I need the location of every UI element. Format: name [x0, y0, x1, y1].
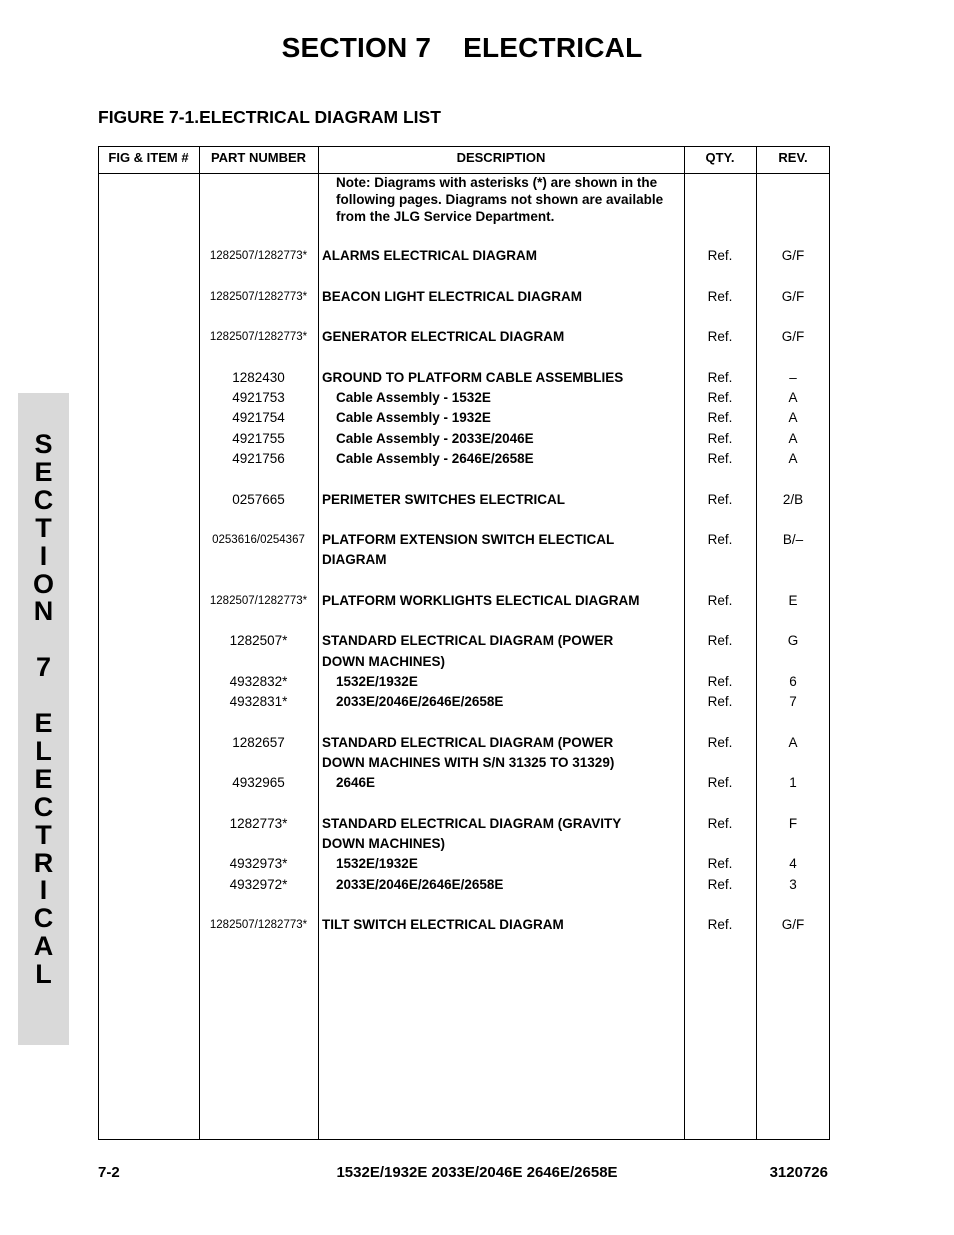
table-row	[98, 672, 830, 692]
qty-cell: Ref.	[707, 816, 733, 831]
qty-cell: Ref.	[707, 248, 733, 263]
table-row	[98, 591, 830, 611]
description-cell: 2033E/2046E/2646E/2658E	[336, 877, 504, 892]
side-tab-letter: C	[33, 791, 54, 822]
rev-cell: 3	[789, 877, 797, 892]
table-row	[98, 814, 830, 834]
qty-cell: Ref.	[707, 775, 733, 790]
description-cell: Cable Assembly - 1532E	[336, 390, 491, 405]
description-cell: 2033E/2046E/2646E/2658E	[336, 694, 504, 709]
side-tab-letter: S	[34, 429, 53, 459]
table-row	[98, 388, 830, 408]
description-cell: DOWN MACHINES WITH S/N 31325 TO 31329)	[322, 755, 615, 770]
part-number-cell: 4921754	[232, 410, 285, 425]
footer-doc-number: 3120726	[769, 1164, 828, 1181]
rev-cell: 7	[789, 694, 797, 709]
part-number-cell: 0253616/0254367	[212, 534, 305, 546]
rev-cell: G/F	[781, 289, 805, 304]
part-number-cell: 1282507/1282773*	[209, 331, 308, 343]
part-number-cell: 4921755	[232, 431, 285, 446]
table-row	[98, 429, 830, 449]
description-cell: PERIMETER SWITCHES ELECTRICAL	[322, 492, 566, 507]
description-cell: STANDARD ELECTRICAL DIAGRAM (GRAVITY	[322, 816, 622, 831]
section-side-tab	[18, 393, 69, 1045]
side-tab-letter: E	[34, 708, 53, 738]
section-title: SECTION 7 ELECTRICAL	[281, 32, 643, 63]
table-row	[98, 368, 830, 388]
qty-cell: Ref.	[707, 917, 733, 932]
side-tab-letter: 7	[35, 652, 52, 683]
table-row	[98, 915, 830, 935]
rev-cell: F	[788, 816, 798, 831]
qty-cell: Ref.	[707, 735, 733, 750]
rev-cell: A	[788, 390, 798, 405]
side-tab-letter: T	[35, 819, 52, 850]
rev-cell: B/–	[782, 532, 804, 547]
table-row	[98, 834, 830, 854]
rev-cell: G	[787, 633, 799, 648]
part-number-cell: 4932972*	[229, 877, 288, 892]
description-cell: GENERATOR ELECTRICAL DIAGRAM	[322, 329, 565, 344]
rev-cell: 4	[789, 856, 797, 871]
side-tab-letter: E	[34, 456, 53, 487]
qty-cell: Ref.	[707, 451, 733, 466]
qty-cell: Ref.	[707, 593, 733, 608]
side-tab-letter: T	[35, 512, 52, 543]
qty-cell: Ref.	[707, 532, 733, 547]
qty-cell: Ref.	[707, 289, 733, 304]
table-row	[98, 652, 830, 672]
description-cell: PLATFORM EXTENSION SWITCH ELECTICAL	[322, 532, 615, 547]
rev-cell: A	[788, 735, 798, 750]
table-row	[98, 490, 830, 510]
qty-cell: Ref.	[707, 633, 733, 648]
side-tab-letter: I	[39, 540, 48, 571]
part-number-cell: 0257665	[232, 492, 285, 507]
description-cell: GROUND TO PLATFORM CABLE ASSEMBLIES	[322, 370, 624, 385]
description-cell: DOWN MACHINES)	[322, 836, 445, 851]
footer-page-number: 7-2	[98, 1164, 120, 1181]
part-number-cell: 4932973*	[229, 856, 288, 871]
header-rev: REV.	[778, 150, 808, 165]
rev-cell: 6	[789, 674, 797, 689]
footer-models: 1532E/1932E 2033E/2046E 2646E/2658E	[336, 1164, 618, 1181]
description-cell: Cable Assembly - 2033E/2046E	[336, 431, 534, 446]
rev-cell: A	[788, 410, 798, 425]
side-tab-letter: C	[33, 903, 54, 934]
table-row	[98, 408, 830, 428]
side-tab-letter: R	[33, 847, 54, 878]
table-row	[98, 854, 830, 874]
side-tab-letter: L	[35, 735, 52, 766]
description-cell: 1532E/1932E	[336, 674, 418, 689]
part-number-cell: 1282507*	[229, 633, 288, 648]
rev-cell: G/F	[781, 917, 805, 932]
table-row	[98, 733, 830, 753]
part-number-cell: 1282430	[232, 370, 285, 385]
qty-cell: Ref.	[707, 431, 733, 446]
side-tab-letter: N	[33, 596, 54, 627]
part-number-cell: 1282507/1282773*	[209, 595, 308, 607]
rev-cell: G/F	[781, 248, 805, 263]
qty-cell: Ref.	[707, 390, 733, 405]
rev-cell: –	[789, 370, 797, 385]
table-row	[98, 875, 830, 895]
part-number-cell: 4932831*	[229, 694, 288, 709]
header-qty: QTY.	[705, 150, 735, 165]
header-fig-item: FIG & ITEM #	[108, 150, 189, 165]
qty-cell: Ref.	[707, 492, 733, 507]
table-note: Note: Diagrams with asterisks (*) are shown in the following pages. Diagrams not shown are available from the JLG Service Department.	[336, 175, 664, 224]
description-cell: Cable Assembly - 2646E/2658E	[336, 451, 534, 466]
figure-title: FIGURE 7-1.ELECTRICAL DIAGRAM LIST	[98, 107, 441, 127]
part-number-cell: 1282507/1282773*	[209, 250, 308, 262]
header-description: DESCRIPTION	[456, 150, 546, 165]
side-tab-letter: A	[33, 931, 54, 962]
description-cell: ALARMS ELECTRICAL DIAGRAM	[322, 248, 537, 263]
rev-cell: G/F	[781, 329, 805, 344]
part-number-cell: 4932965	[232, 775, 285, 790]
side-tab-letter: L	[35, 959, 52, 990]
side-tab-letter: E	[34, 763, 53, 794]
table-row	[98, 530, 830, 550]
description-cell: TILT SWITCH ELECTRICAL DIAGRAM	[322, 917, 564, 932]
description-cell: DOWN MACHINES)	[322, 654, 445, 669]
part-number-cell: 4921756	[232, 451, 285, 466]
rev-cell: A	[788, 431, 798, 446]
side-tab-letter: C	[33, 484, 54, 515]
side-tab-letter: I	[39, 875, 48, 906]
table-row	[98, 287, 830, 307]
table-row	[98, 449, 830, 469]
part-number-cell: 1282657	[232, 735, 285, 750]
description-cell: DIAGRAM	[322, 552, 387, 567]
rev-cell: E	[788, 593, 798, 608]
qty-cell: Ref.	[707, 856, 733, 871]
qty-cell: Ref.	[707, 877, 733, 892]
description-cell: 1532E/1932E	[336, 856, 418, 871]
rev-cell: 2/B	[782, 492, 804, 507]
description-cell: STANDARD ELECTRICAL DIAGRAM (POWER	[322, 735, 614, 750]
qty-cell: Ref.	[707, 329, 733, 344]
rev-cell: 1	[789, 775, 797, 790]
table-row	[98, 550, 830, 570]
qty-cell: Ref.	[707, 694, 733, 709]
table-row	[98, 773, 830, 793]
description-cell: PLATFORM WORKLIGHTS ELECTICAL DIAGRAM	[322, 593, 640, 608]
description-cell: BEACON LIGHT ELECTRICAL DIAGRAM	[322, 289, 582, 304]
qty-cell: Ref.	[707, 410, 733, 425]
qty-cell: Ref.	[707, 370, 733, 385]
table-row	[98, 246, 830, 266]
description-cell: Cable Assembly - 1932E	[336, 410, 491, 425]
part-number-cell: 1282773*	[229, 816, 288, 831]
qty-cell: Ref.	[707, 674, 733, 689]
description-cell: 2646E	[336, 775, 376, 790]
side-tab-letter: O	[32, 568, 54, 599]
table-row	[98, 692, 830, 712]
table-row	[98, 631, 830, 651]
header-part-number: PART NUMBER	[210, 150, 307, 165]
part-number-cell: 4921753	[232, 390, 285, 405]
table-row	[98, 753, 830, 773]
part-number-cell: 1282507/1282773*	[209, 919, 308, 931]
description-cell: STANDARD ELECTRICAL DIAGRAM (POWER	[322, 633, 614, 648]
part-number-cell: 1282507/1282773*	[209, 291, 308, 303]
rev-cell: A	[788, 451, 798, 466]
table-row	[98, 327, 830, 347]
part-number-cell: 4932832*	[229, 674, 288, 689]
